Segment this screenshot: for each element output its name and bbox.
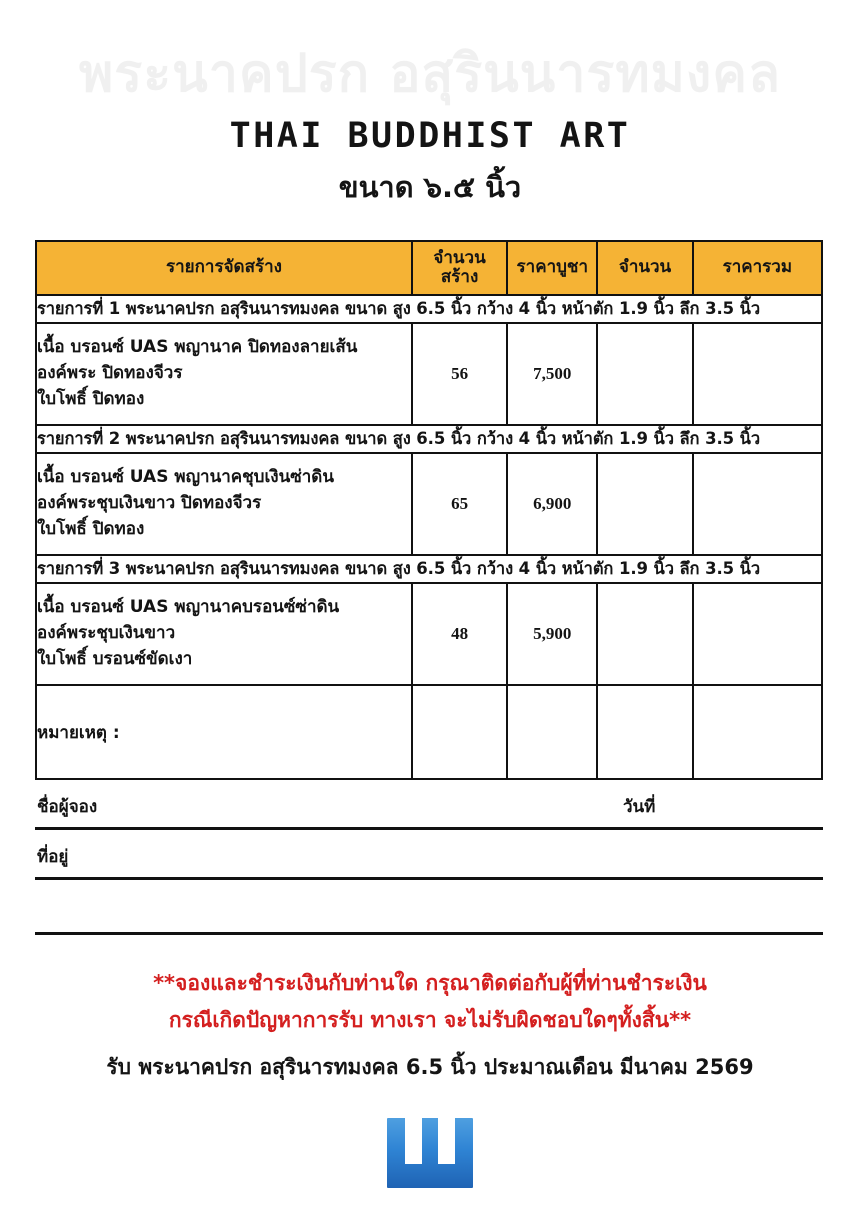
address-label: ที่อยู่ xyxy=(37,847,69,868)
item-3-price: 5,900 xyxy=(507,583,597,685)
notes-total-blank[interactable] xyxy=(693,685,822,779)
item-1-desc-line-2: องค์พระ ปิดทองจีวร xyxy=(37,363,183,384)
item-2-desc-line-1: เนื้อ บรอนซ์ UAS พญานาคชุบเงินซ่าดิน xyxy=(37,467,334,488)
item-2-made-count: 65 xyxy=(412,453,507,555)
section-row xyxy=(36,555,822,583)
logo-container xyxy=(0,1118,860,1188)
column-header-made-count xyxy=(412,241,507,295)
column-header-total: ราคารวม xyxy=(693,241,822,295)
orderer-name-label: ชื่อผู้จอง xyxy=(37,797,98,818)
notes-label-cell[interactable]: หมายเหตุ : xyxy=(36,685,412,779)
item-2-price: 6,900 xyxy=(507,453,597,555)
warning-line-2: กรณีเกิดปัญหาการรับ ทางเรา จะไม่รับผิดชอบใดๆทั้งสิ้น** xyxy=(168,1007,692,1032)
item-2-desc-line-3: ใบโพธิ์ ปิดทอง xyxy=(37,519,145,540)
signature-area xyxy=(35,780,823,935)
item-3-desc-line-3: ใบโพธิ์ บรอนซ์ขัดเงา xyxy=(37,649,193,670)
logo-notch-right xyxy=(438,1118,455,1164)
table-row xyxy=(36,453,822,555)
column-header-description: รายการจัดสร้าง xyxy=(36,241,412,295)
column-header-quantity: จำนวน xyxy=(597,241,692,295)
item-1-quantity-field[interactable] xyxy=(597,323,692,425)
notes-price-blank[interactable] xyxy=(507,685,597,779)
item-2-total-field[interactable] xyxy=(693,453,822,555)
orderer-name-row[interactable] xyxy=(35,780,823,827)
footer-notice xyxy=(0,965,860,1084)
table-header xyxy=(36,241,822,295)
page-subtitle-size: ขนาด ๖.๕ นิ้ว xyxy=(338,170,522,205)
address-writing-space[interactable] xyxy=(35,880,823,932)
order-date-label: วันที่ xyxy=(623,797,656,818)
warning-line-1: **จองและชำระเงินกับท่านใด กรุณาติดต่อกับผู้ที่ท่านชำระเงิน xyxy=(153,971,707,996)
address-row[interactable] xyxy=(35,830,823,877)
page-title-thai: พระนาคปรก อสุรินนารทมงคล xyxy=(79,43,781,103)
item-2-desc-line-2: องค์พระชุบเงินขาว ปิดทองจีวร xyxy=(37,493,262,514)
item-3-desc-line-2: องค์พระชุบเงินขาว xyxy=(37,623,176,644)
section-title-item-3: รายการที่ 3 พระนาคปรก อสุรินนารทมงคล ขนาด สูง 6.5 นิ้ว กว้าง 4 นิ้ว หน้าตัก 1.9 นิ้ว ลึก 3.5 นิ้ว xyxy=(36,555,822,583)
page-title-english: THAI BUDDHIST ART xyxy=(229,116,631,157)
notes-made-blank[interactable] xyxy=(412,685,507,779)
item-description-2 xyxy=(36,453,412,555)
document-header xyxy=(0,0,860,210)
item-1-made-count: 56 xyxy=(412,323,507,425)
delivery-estimate-line: รับ พระนาคปรก อสุรินารทมงคล 6.5 นิ้ว ประมาณเดือน มีนาคม 2569 xyxy=(106,1054,754,1079)
item-3-total-field[interactable] xyxy=(693,583,822,685)
notes-quantity-blank[interactable] xyxy=(597,685,692,779)
column-header-made-line1: จำนวน xyxy=(433,247,486,268)
item-description-3 xyxy=(36,583,412,685)
item-1-total-field[interactable] xyxy=(693,323,822,425)
table-row xyxy=(36,583,822,685)
section-row xyxy=(36,425,822,453)
h-logo-icon xyxy=(387,1118,473,1188)
order-table-wrapper xyxy=(35,240,823,780)
item-description-1 xyxy=(36,323,412,425)
item-2-quantity-field[interactable] xyxy=(597,453,692,555)
section-title-item-1: รายการที่ 1 พระนาคปรก อสุรินนารทมงคล ขนาด สูง 6.5 นิ้ว กว้าง 4 นิ้ว หน้าตัก 1.9 นิ้ว ลึก 3.5 นิ้ว xyxy=(36,295,822,323)
table-body xyxy=(36,295,822,779)
item-1-price: 7,500 xyxy=(507,323,597,425)
item-3-quantity-field[interactable] xyxy=(597,583,692,685)
item-3-desc-line-1: เนื้อ บรอนซ์ UAS พญานาคบรอนซ์ซ่าดิน xyxy=(37,597,340,618)
item-1-desc-line-3: ใบโพธิ์ ปิดทอง xyxy=(37,389,145,410)
table-header-row xyxy=(36,241,822,295)
item-1-desc-line-1: เนื้อ บรอนซ์ UAS พญานาค ปิดทองลายเส้น xyxy=(37,337,358,358)
table-row-notes xyxy=(36,685,822,779)
logo-notch-left xyxy=(405,1118,422,1164)
item-3-made-count: 48 xyxy=(412,583,507,685)
table-row xyxy=(36,323,822,425)
section-row xyxy=(36,295,822,323)
column-header-price: ราคาบูชา xyxy=(507,241,597,295)
column-header-made-line2: สร้าง xyxy=(440,267,479,288)
signature-rule-3 xyxy=(35,932,823,935)
order-table xyxy=(35,240,823,780)
section-title-item-2: รายการที่ 2 พระนาคปรก อสุรินนารทมงคล ขนาด สูง 6.5 นิ้ว กว้าง 4 นิ้ว หน้าตัก 1.9 นิ้ว ลึก 3.5 นิ้ว xyxy=(36,425,822,453)
